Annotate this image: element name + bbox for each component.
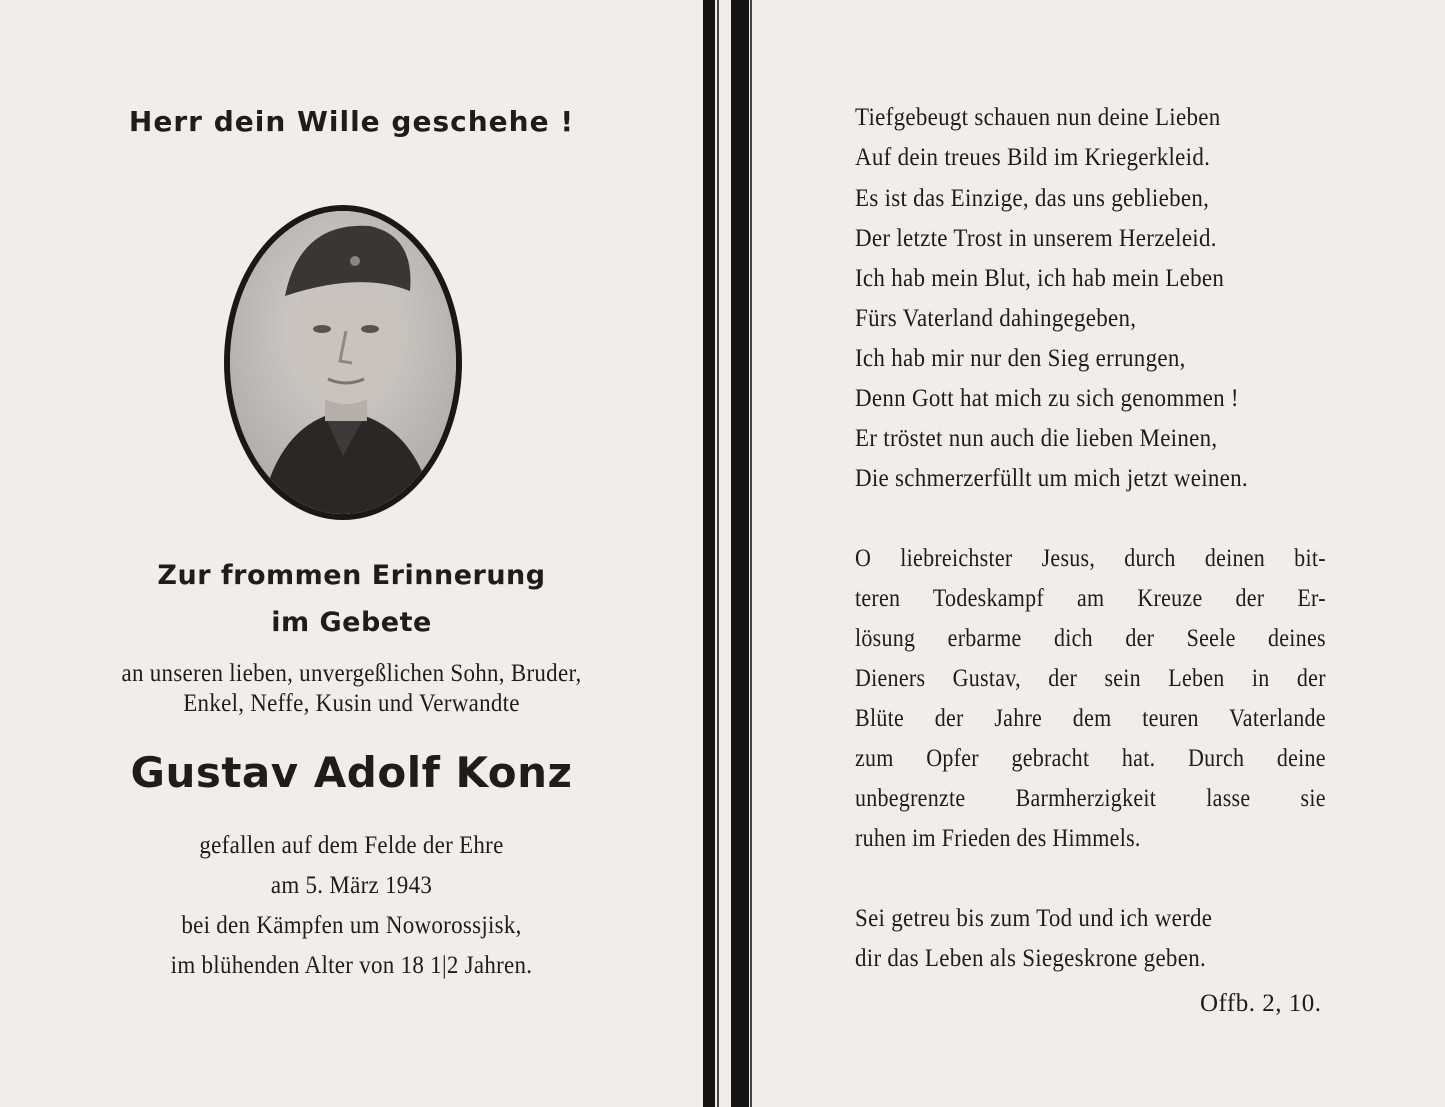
death-detail-line: gefallen auf dem Felde der Ehre bbox=[199, 832, 504, 859]
poem-line: Ich hab mir nur den Sieg errungen, bbox=[855, 345, 1186, 372]
prayer-line: Dieners Gustav, der sein Leben in der bbox=[855, 665, 1326, 692]
poem-line: Er tröstet nun auch die lieben Meinen, bbox=[855, 425, 1218, 452]
poem-line: Der letzte Trost in unserem Herzeleid. bbox=[855, 225, 1217, 252]
dedication-line: an unseren lieben, unvergeßlichen Sohn, Bruder, bbox=[121, 660, 582, 687]
memory-heading-line-1: Zur frommen Erinnerung bbox=[157, 560, 546, 591]
prayer-line: unbegrenzte Barmherzigkeit lasse sie bbox=[855, 785, 1326, 812]
motto-heading: Herr dein Wille geschehe ! bbox=[128, 105, 575, 138]
poem-line: Tiefgebeugt schauen nun deine Lieben bbox=[855, 104, 1221, 131]
deceased-name: Gustav Adolf Konz bbox=[130, 748, 573, 797]
poem-line: Es ist das Einzige, das uns geblieben, bbox=[855, 185, 1210, 212]
prayer-line: ruhen im Frieden des Himmels. bbox=[855, 825, 1141, 852]
prayer-line: lösung erbarme dich der Seele deines bbox=[855, 625, 1326, 652]
prayer-line: teren Todeskampf am Kreuze der Er- bbox=[855, 585, 1326, 612]
poem-line: Fürs Vaterland dahingegeben, bbox=[855, 305, 1137, 332]
prayer-line: O liebreichster Jesus, durch deinen bit- bbox=[855, 545, 1326, 572]
mourning-border bbox=[703, 0, 755, 1107]
poem-line: Ich hab mein Blut, ich hab mein Leben bbox=[855, 265, 1225, 292]
memory-heading-line-2: im Gebete bbox=[271, 607, 432, 638]
verse-line: dir das Leben als Siegeskrone geben. bbox=[855, 945, 1206, 972]
dedication-line: Enkel, Neffe, Kusin und Verwandte bbox=[183, 690, 520, 717]
poem-line: Die schmerzerfüllt um mich jetzt weinen. bbox=[855, 465, 1248, 492]
portrait-photo bbox=[224, 205, 462, 520]
poem-line: Denn Gott hat mich zu sich genommen ! bbox=[855, 385, 1239, 412]
prayer-line: zum Opfer gebracht hat. Durch deine bbox=[855, 745, 1326, 772]
verse-line: Sei getreu bis zum Tod und ich werde bbox=[855, 905, 1213, 932]
death-detail-line: bei den Kämpfen um Noworossjisk, bbox=[181, 912, 522, 939]
death-detail-line: im blühenden Alter von 18 1|2 Jahren. bbox=[170, 952, 533, 979]
death-detail-line: am 5. März 1943 bbox=[270, 872, 433, 899]
scripture-reference: Offb. 2, 10. bbox=[1200, 990, 1322, 1017]
left-panel bbox=[0, 0, 703, 1107]
prayer-line: Blüte der Jahre dem teuren Vaterlande bbox=[855, 705, 1326, 732]
poem-line: Auf dein treues Bild im Kriegerkleid. bbox=[855, 144, 1211, 171]
